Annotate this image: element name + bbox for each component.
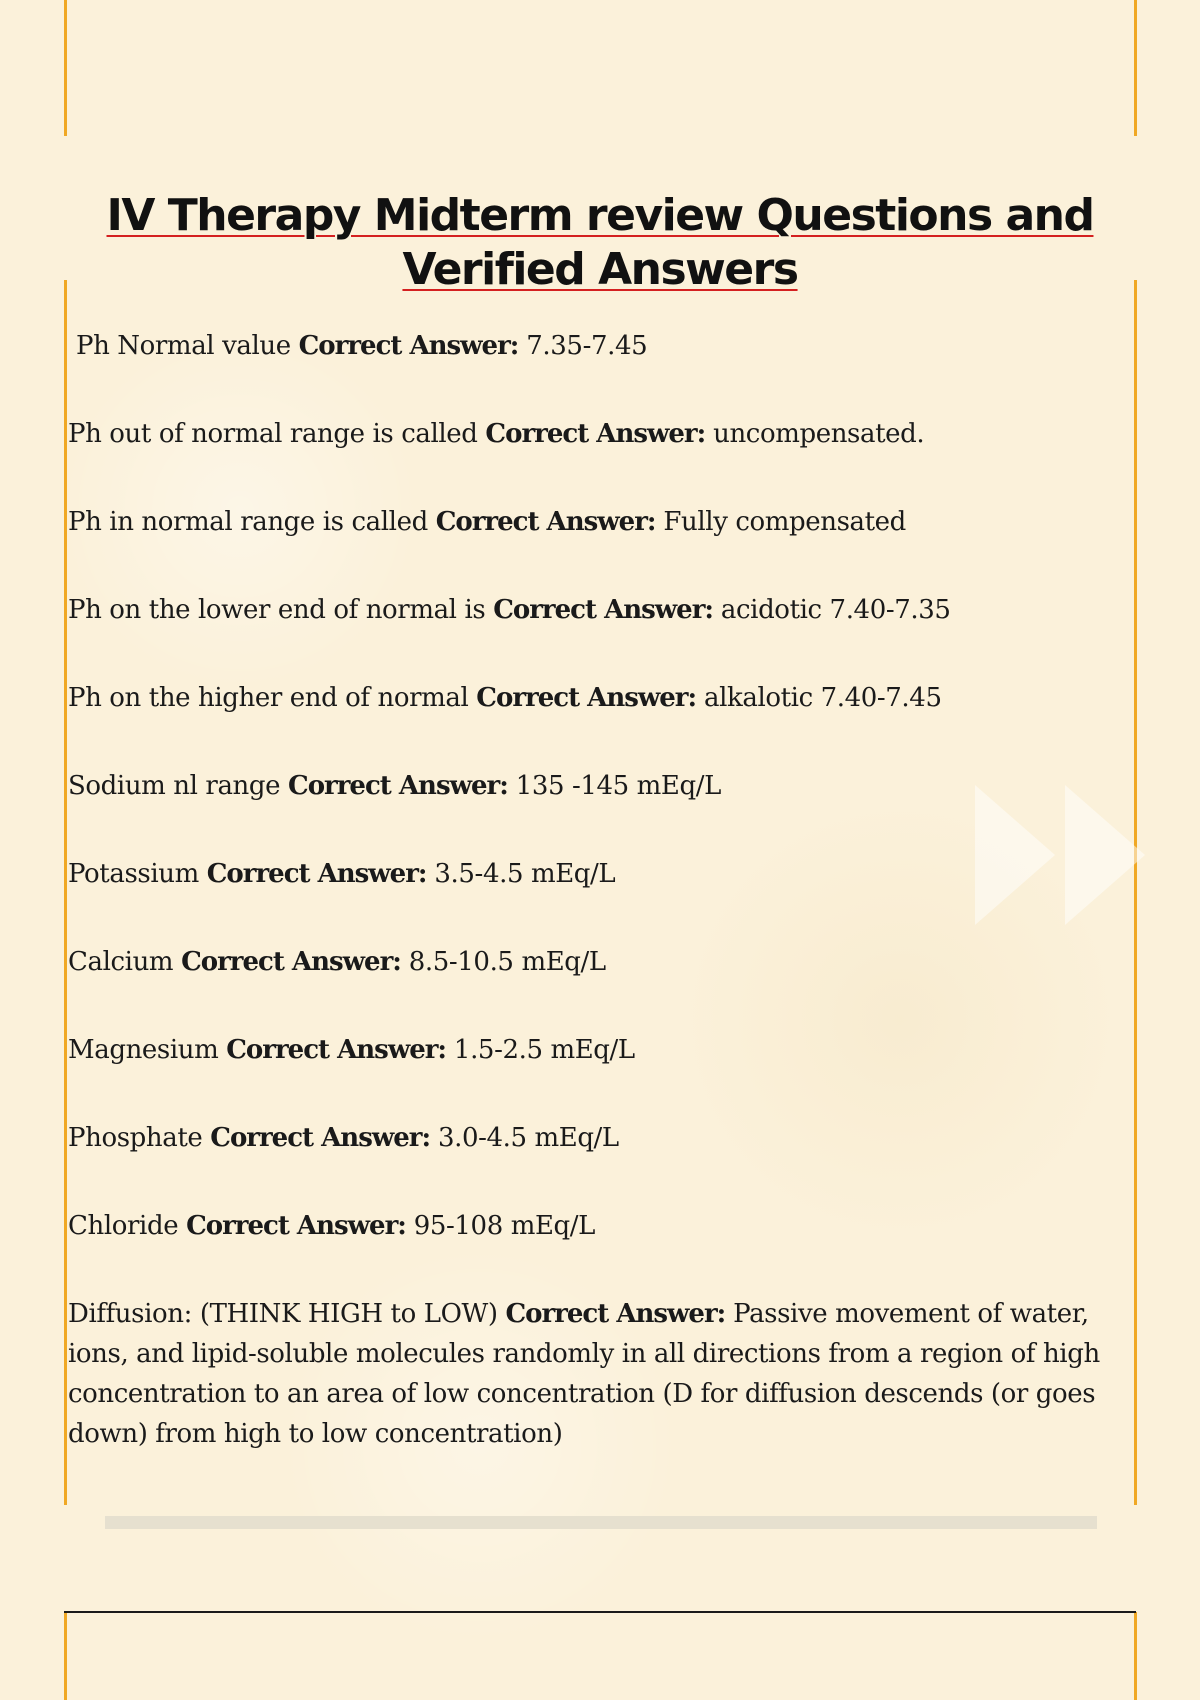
document-title-text: IV Therapy Midterm review Questions and Verified Answers <box>106 190 1094 296</box>
left-border-top <box>64 0 67 136</box>
answer-label: Correct Answer: <box>186 1211 406 1241</box>
qa-item <box>68 942 1108 982</box>
answer-text: acidotic 7.40-7.35 <box>720 595 951 625</box>
answer-label: Correct Answer: <box>485 419 706 449</box>
qa-item <box>68 502 1108 542</box>
question-text: Magnesium <box>68 1035 219 1065</box>
answer-text: Fully compensated <box>663 507 906 537</box>
qa-item <box>68 326 1108 366</box>
answer-text: 3.0-4.5 mEq/L <box>437 1123 619 1153</box>
question-text: Ph in normal range is called <box>68 507 428 537</box>
qa-item <box>68 766 1108 806</box>
answer-text: 135 -145 mEq/L <box>515 771 721 801</box>
qa-item <box>68 854 1108 894</box>
answer-label: Correct Answer: <box>493 595 714 625</box>
answer-label: Correct Answer: <box>226 1035 447 1065</box>
qa-item <box>68 1030 1108 1070</box>
question-text: Chloride <box>68 1211 179 1241</box>
answer-label: Correct Answer: <box>210 1123 431 1153</box>
question-text: Ph on the lower end of normal is <box>68 595 486 625</box>
horizontal-rule <box>64 1611 1136 1613</box>
question-text: Ph on the higher end of normal <box>68 683 469 713</box>
answer-text: 3.5-4.5 mEq/L <box>434 859 616 889</box>
answer-text: alkalotic 7.40-7.45 <box>703 683 942 713</box>
question-text: Phosphate <box>68 1123 203 1153</box>
answer-text: Passive movement of water, ions, and lipid-soluble molecules randomly in all directions from a region of high concentration to an area of low concentration (D for diffusion descends (or goes down) from high to low concentration) <box>68 1299 1100 1449</box>
qa-item <box>68 678 1108 718</box>
question-text: Sodium nl range <box>68 771 281 801</box>
answer-label: Correct Answer: <box>505 1299 726 1329</box>
answer-text: 8.5-10.5 mEq/L <box>408 947 606 977</box>
question-text: Potassium <box>68 859 199 889</box>
left-border-bottom <box>64 1612 67 1700</box>
question-text: Ph out of normal range is called <box>68 419 478 449</box>
question-text: Diffusion: (THINK HIGH to LOW) <box>68 1299 498 1329</box>
answer-label: Correct Answer: <box>298 331 519 361</box>
qa-item <box>68 414 1108 454</box>
shaded-divider <box>105 1516 1097 1529</box>
question-answer-list <box>68 326 1108 1502</box>
answer-text: uncompensated. <box>713 419 925 449</box>
answer-label: Correct Answer: <box>288 771 508 801</box>
question-text: Calcium <box>68 947 174 977</box>
qa-item <box>68 1118 1108 1158</box>
left-border-middle <box>64 280 67 1505</box>
qa-item <box>68 590 1108 630</box>
question-text: Ph Normal value <box>76 331 291 361</box>
answer-text: 1.5-2.5 mEq/L <box>453 1035 635 1065</box>
answer-text: 95-108 mEq/L <box>413 1211 596 1241</box>
answer-label: Correct Answer: <box>181 947 401 977</box>
qa-item <box>68 1206 1108 1246</box>
answer-label: Correct Answer: <box>476 683 697 713</box>
answer-label: Correct Answer: <box>206 859 427 889</box>
right-border-bottom <box>1134 1612 1137 1700</box>
qa-item <box>68 1294 1108 1454</box>
answer-label: Correct Answer: <box>435 507 656 537</box>
answer-text: 7.35-7.45 <box>526 331 648 361</box>
document-title <box>100 189 1100 297</box>
right-border-top <box>1134 0 1137 136</box>
